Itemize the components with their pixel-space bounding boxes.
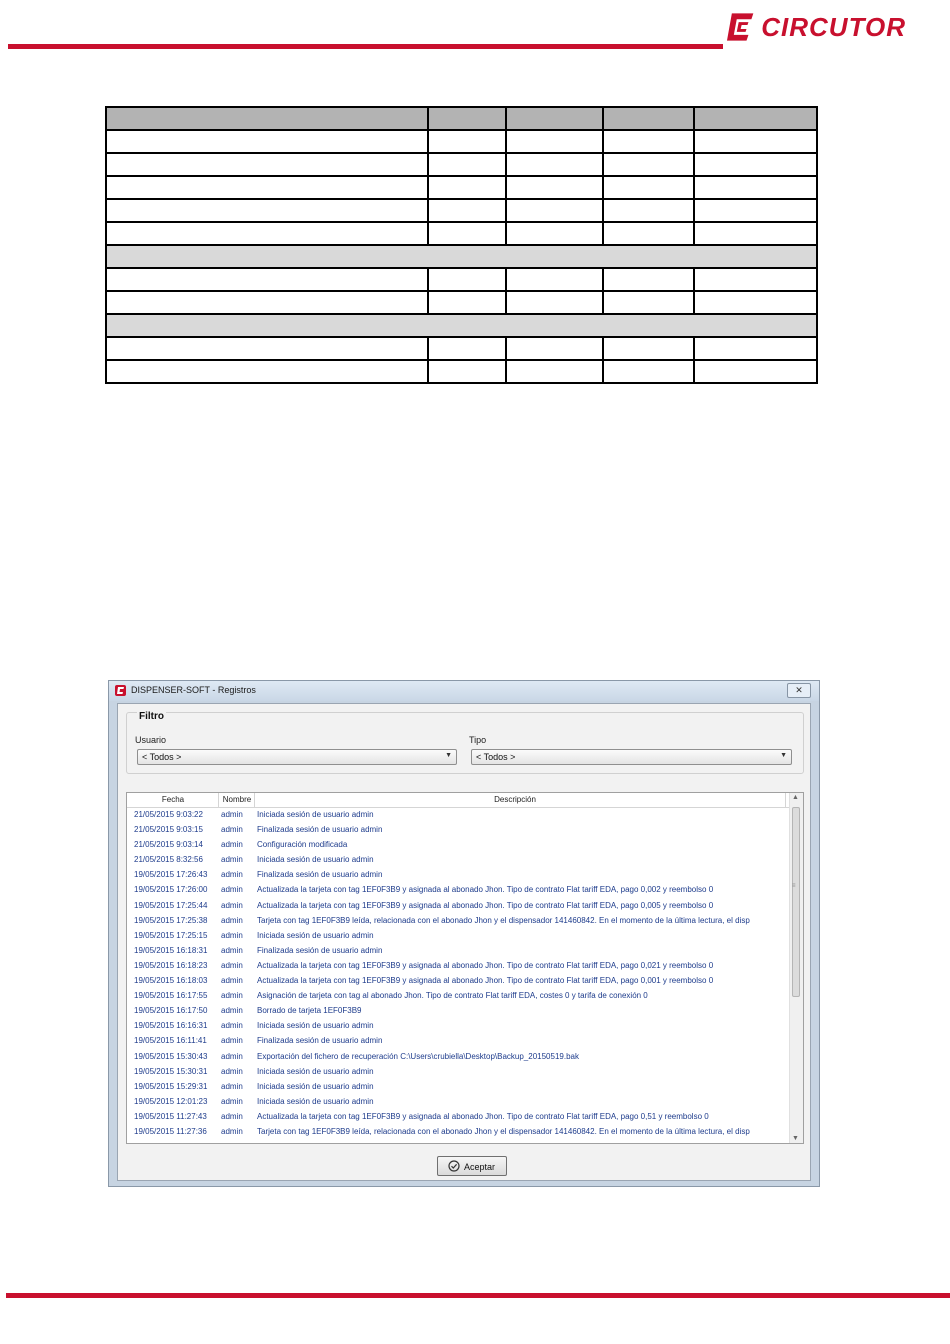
cell-fecha: 19/05/2015 11:27:36 (134, 1126, 207, 1136)
cell-descripcion: Iniciada sesión de usuario admin (257, 930, 374, 940)
table-row[interactable] (127, 823, 787, 838)
aceptar-button[interactable] (437, 1156, 507, 1176)
table-row[interactable] (127, 868, 787, 883)
grip-icon: ≡ (792, 883, 796, 889)
table-row[interactable] (127, 853, 787, 868)
cell-descripcion: Actualizada la tarjeta con tag 1EF0F3B9 y asignada al abonado Jhon. Tipo de contrato Flat tariff EDA, pago 0,001 y reembolso 0 (257, 976, 714, 986)
cell-fecha: 21/05/2015 8:32:56 (134, 855, 203, 865)
filter-group (126, 712, 804, 774)
cell-descripcion: Iniciada sesión de usuario admin (257, 855, 374, 865)
cell-descripcion: Exportación del fichero de recuperación C:\Users\crubiella\Desktop\Backup_20150519.bak (257, 1051, 579, 1061)
cell-fecha: 19/05/2015 15:29:31 (134, 1081, 208, 1091)
cell-descripcion: Actualizada la tarjeta con tag 1EF0F3B9 y asignada al abonado Jhon. Tipo de contrato Flat tariff EDA, pago 0,51 y reembolso 0 (257, 1111, 709, 1121)
registros-window (108, 680, 820, 1187)
cell-nombre: admin (221, 870, 243, 880)
column-header-descripcion[interactable]: Descripción (494, 795, 536, 804)
window-client (117, 703, 811, 1181)
cell-fecha: 19/05/2015 16:18:31 (134, 945, 208, 955)
cell-fecha: 21/05/2015 9:03:15 (134, 825, 203, 835)
table-row (106, 360, 817, 383)
window-titlebar (109, 681, 819, 701)
close-button[interactable] (787, 683, 811, 698)
cell-nombre: admin (221, 1081, 243, 1091)
cell-nombre: admin (221, 945, 243, 955)
cell-nombre: admin (221, 825, 243, 835)
cell-fecha: 19/05/2015 16:16:31 (134, 1021, 208, 1031)
grid-rows (127, 808, 787, 1143)
cell-descripcion: Iniciada sesión de usuario admin (257, 810, 374, 819)
cell-fecha: 19/05/2015 16:18:03 (134, 976, 208, 986)
cell-nombre: admin (221, 1006, 243, 1016)
table-row[interactable] (127, 989, 787, 1004)
cell-nombre: admin (221, 1096, 243, 1106)
cell-descripcion: Finalizada sesión de usuario admin (257, 870, 383, 880)
table-row (106, 337, 817, 360)
cell-fecha: 19/05/2015 16:17:55 (134, 991, 208, 1001)
cell-nombre: admin (221, 885, 243, 895)
column-header-nombre[interactable]: Nombre (222, 795, 252, 804)
table-row[interactable] (127, 974, 787, 989)
grid-header (127, 793, 791, 808)
usuario-select[interactable] (137, 749, 457, 765)
cell-fecha: 21/05/2015 9:03:14 (134, 840, 203, 850)
cell-fecha: 19/05/2015 16:17:50 (134, 1006, 208, 1016)
cell-nombre: admin (221, 960, 243, 970)
table-row[interactable] (127, 959, 787, 974)
tipo-select[interactable] (471, 749, 792, 765)
vertical-scrollbar[interactable] (789, 793, 803, 1143)
circutor-c-icon (726, 10, 757, 44)
check-circle-icon (448, 1160, 460, 1172)
tipo-label: Tipo (469, 735, 487, 745)
filter-title: Filtro (139, 711, 164, 722)
table-row[interactable] (127, 1125, 787, 1140)
table-group-row (106, 314, 817, 337)
table-row (106, 130, 817, 153)
usuario-label: Usuario (135, 735, 167, 745)
column-divider[interactable] (785, 793, 786, 807)
cell-fecha: 19/05/2015 15:30:31 (134, 1066, 208, 1076)
cell-fecha: 21/05/2015 9:03:22 (134, 810, 203, 819)
table-row[interactable] (127, 838, 787, 853)
empty-table (105, 106, 818, 384)
cell-descripcion: Iniciada sesión de usuario admin (257, 1081, 374, 1091)
table-row (106, 268, 817, 291)
cell-nombre: admin (221, 930, 243, 940)
cell-fecha: 19/05/2015 17:25:38 (134, 915, 208, 925)
cell-descripcion: Finalizada sesión de usuario admin (257, 945, 383, 955)
table-group-row (106, 245, 817, 268)
header-rule (8, 44, 723, 49)
cell-nombre: admin (221, 840, 243, 850)
tipo-select-value: < Todos > (476, 752, 516, 762)
cell-nombre: admin (221, 976, 243, 986)
cell-nombre: admin (221, 915, 243, 925)
cell-fecha: 19/05/2015 15:30:43 (134, 1051, 208, 1061)
cell-fecha: 19/05/2015 17:26:43 (134, 870, 208, 880)
cell-descripcion: Iniciada sesión de usuario admin (257, 1066, 374, 1076)
cell-nombre: admin (221, 1021, 243, 1031)
cell-nombre: admin (221, 1036, 243, 1046)
cell-descripcion: Actualizada la tarjeta con tag 1EF0F3B9 y asignada al abonado Jhon. Tipo de contrato Flat tariff EDA, pago 0,002 y reembolso 0 (257, 885, 714, 895)
table-row[interactable] (127, 899, 787, 914)
table-row (106, 199, 817, 222)
table-row[interactable] (127, 914, 787, 929)
table-row[interactable] (127, 1065, 787, 1080)
log-grid[interactable] (126, 792, 804, 1144)
cell-descripcion: Finalizada sesión de usuario admin (257, 825, 383, 835)
table-row[interactable] (127, 1019, 787, 1034)
cell-descripcion: Iniciada sesión de usuario admin (257, 1096, 374, 1106)
cell-fecha: 19/05/2015 17:25:44 (134, 900, 208, 910)
table-row (106, 222, 817, 245)
app-icon (115, 685, 126, 696)
cell-fecha: 19/05/2015 16:18:23 (134, 960, 208, 970)
table-row[interactable] (127, 1034, 787, 1049)
cell-nombre: admin (221, 855, 243, 865)
circutor-logo (726, 8, 906, 46)
cell-fecha: 19/05/2015 16:11:41 (134, 1036, 207, 1046)
table-row (106, 291, 817, 314)
cell-descripcion: Actualizada la tarjeta con tag 1EF0F3B9 y asignada al abonado Jhon. Tipo de contrato Flat tariff EDA, pago 0,021 y reembolso 0 (257, 960, 714, 970)
cell-descripcion: Configuración modificada (257, 840, 348, 850)
window-title: DISPENSER-SOFT - Registros (131, 685, 256, 695)
table-row[interactable] (127, 1050, 787, 1065)
brand-name: CIRCUTOR (761, 11, 906, 42)
cell-fecha: 19/05/2015 12:01:23 (134, 1096, 208, 1106)
table-row (106, 176, 817, 199)
scroll-down-icon[interactable]: ▼ (792, 1135, 799, 1142)
aceptar-label: Aceptar (464, 1162, 496, 1172)
cell-fecha: 19/05/2015 17:25:15 (134, 930, 208, 940)
cell-descripcion: Tarjeta con tag 1EF0F3B9 leída, relacionada con el abonado Jhon y el dispensador 141460842. En el momento de la última lectura, el disp (257, 915, 750, 925)
table-row[interactable] (127, 1095, 787, 1110)
table-row[interactable] (127, 808, 787, 823)
table-header-row (106, 107, 817, 130)
table-row[interactable] (127, 944, 787, 959)
cell-nombre: admin (221, 1066, 243, 1076)
table-row[interactable] (127, 929, 787, 944)
cell-descripcion: Finalizada sesión de usuario admin (257, 1036, 383, 1046)
cell-nombre: admin (221, 1051, 243, 1061)
chevron-down-icon: ▼ (780, 752, 787, 759)
table-row (106, 153, 817, 176)
scroll-thumb[interactable] (792, 807, 800, 997)
close-icon: ✕ (795, 685, 803, 695)
table-row[interactable] (127, 883, 787, 898)
cell-descripcion: Asignación de tarjeta con tag al abonado Jhon. Tipo de contrato Flat tariff EDA, costes 0 y tarifa de conexión 0 (257, 991, 648, 1001)
cell-nombre: admin (221, 810, 243, 819)
cell-descripcion: Borrado de tarjeta 1EF0F3B9 (257, 1006, 362, 1016)
footer-rule (6, 1293, 950, 1298)
table-row[interactable] (127, 1110, 787, 1125)
cell-nombre: admin (221, 991, 243, 1001)
usuario-select-value: < Todos > (142, 752, 182, 762)
chevron-down-icon: ▼ (445, 752, 452, 759)
cell-fecha: 19/05/2015 17:26:00 (134, 885, 208, 895)
cell-descripcion: Tarjeta con tag 1EF0F3B9 leída, relacionada con el abonado Jhon y el dispensador 141460842. En el momento de la última lectura, el disp (257, 1126, 750, 1136)
cell-fecha: 19/05/2015 11:27:43 (134, 1111, 207, 1121)
cell-descripcion: Iniciada sesión de usuario admin (257, 1021, 374, 1031)
cell-descripcion: Actualizada la tarjeta con tag 1EF0F3B9 y asignada al abonado Jhon. Tipo de contrato Flat tariff EDA, pago 0,005 y reembolso 0 (257, 900, 714, 910)
table-row[interactable] (127, 1004, 787, 1019)
scroll-up-icon[interactable]: ▲ (792, 794, 799, 801)
column-header-fecha[interactable]: Fecha (161, 795, 185, 804)
cell-nombre: admin (221, 1111, 243, 1121)
cell-nombre: admin (221, 900, 243, 910)
table-row[interactable] (127, 1080, 787, 1095)
cell-nombre: admin (221, 1126, 243, 1136)
